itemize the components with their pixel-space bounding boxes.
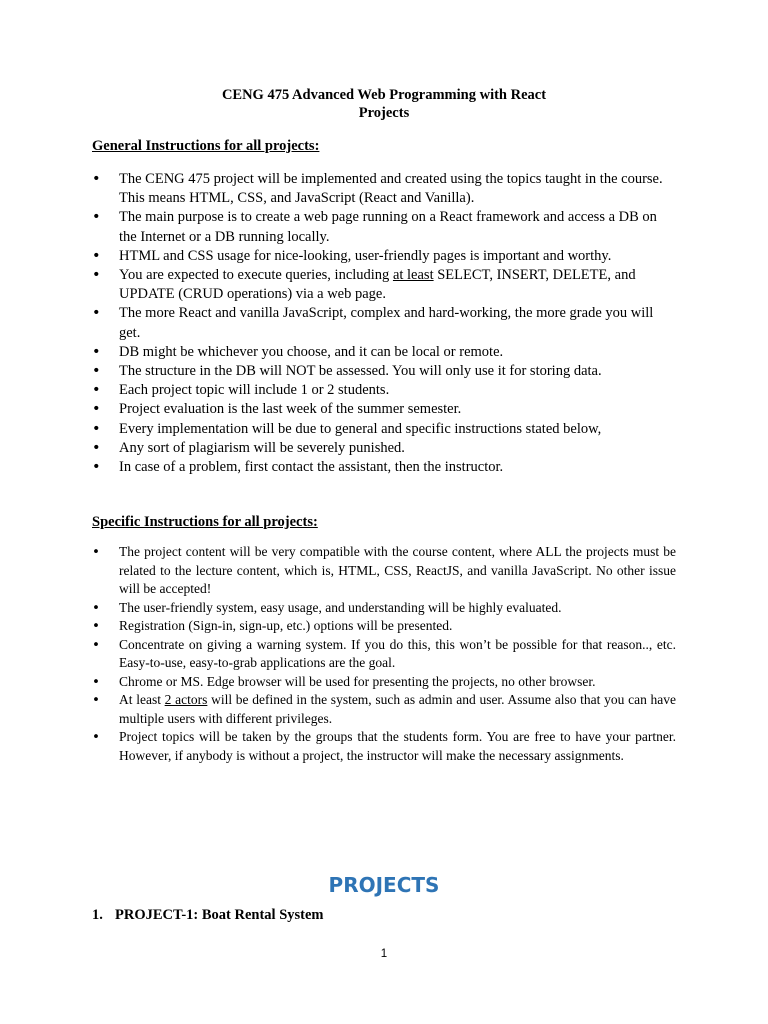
general-instructions-heading: General Instructions for all projects:	[92, 138, 320, 154]
specific-instructions-list	[92, 543, 676, 765]
list-item: • Any sort of plagiarism will be severely punished.	[92, 439, 676, 458]
list-item: • DB might be whichever you choose, and it can be local or remote.	[92, 343, 676, 362]
list-item: • Each project topic will include 1 or 2 students.	[92, 381, 676, 400]
list-item: • The CENG 475 project will be implemented and created using the topics taught in the course. This means HTML, CSS, and JavaScript (React and Vanilla).	[92, 170, 676, 208]
general-instructions-list	[92, 170, 676, 477]
specific-instructions-heading: Specific Instructions for all projects:	[92, 514, 318, 530]
list-item: • Every implementation will be due to general and specific instructions stated below,	[92, 420, 676, 439]
list-item: • At least 2 actors will be defined in the system, such as admin and user. Assume also that you can have multiple users with different privileges.	[92, 691, 676, 728]
page-number: 1	[380, 948, 388, 960]
document-title: CENG 475 Advanced Web Programming with React	[221, 87, 547, 103]
list-item: • The project content will be very compatible with the course content, where ALL the projects must be related to the lecture content, which is, HTML, CSS, ReactJS, and vanilla JavaScript. No other issue will be accepted!	[92, 543, 676, 599]
list-item: • You are expected to execute queries, including at least SELECT, INSERT, DELETE, and UPDATE (CRUD operations) via a web page.	[92, 266, 676, 304]
document-subtitle: Projects	[358, 105, 410, 121]
projects-heading: PROJECTS	[328, 873, 440, 897]
list-item: • HTML and CSS usage for nice-looking, user-friendly pages is important and worthy.	[92, 247, 676, 266]
list-item: • Project evaluation is the last week of the summer semester.	[92, 400, 676, 419]
list-item: • The user-friendly system, easy usage, and understanding will be highly evaluated.	[92, 599, 676, 618]
list-item: • Concentrate on giving a warning system. If you do this, this won’t be possible for that reason.., etc. Easy-to-use, easy-to-grab applications are the goal.	[92, 636, 676, 673]
list-item: • Project topics will be taken by the groups that the students form. You are free to have your partner. However, if anybody is without a project, the instructor will make the necessary assignments.	[92, 728, 676, 765]
project-title: PROJECT-1: Boat Rental System	[115, 907, 324, 923]
underlined-text: at least	[392, 267, 434, 284]
list-item: • In case of a problem, first contact the assistant, then the instructor.	[92, 458, 676, 477]
list-item: • The structure in the DB will NOT be assessed. You will only use it for storing data.	[92, 362, 676, 381]
underlined-text: 2 actors	[164, 692, 208, 707]
project-1-heading	[92, 906, 324, 924]
list-item: • The main purpose is to create a web page running on a React framework and access a DB on the Internet or a DB running locally.	[92, 208, 676, 246]
list-item: • Registration (Sign-in, sign-up, etc.) options will be presented.	[92, 617, 676, 636]
list-item: • Chrome or MS. Edge browser will be used for presenting the projects, no other browser.	[92, 673, 676, 692]
project-number: 1.	[92, 907, 103, 923]
list-item: • The more React and vanilla JavaScript, complex and hard-working, the more grade you will get.	[92, 304, 676, 342]
